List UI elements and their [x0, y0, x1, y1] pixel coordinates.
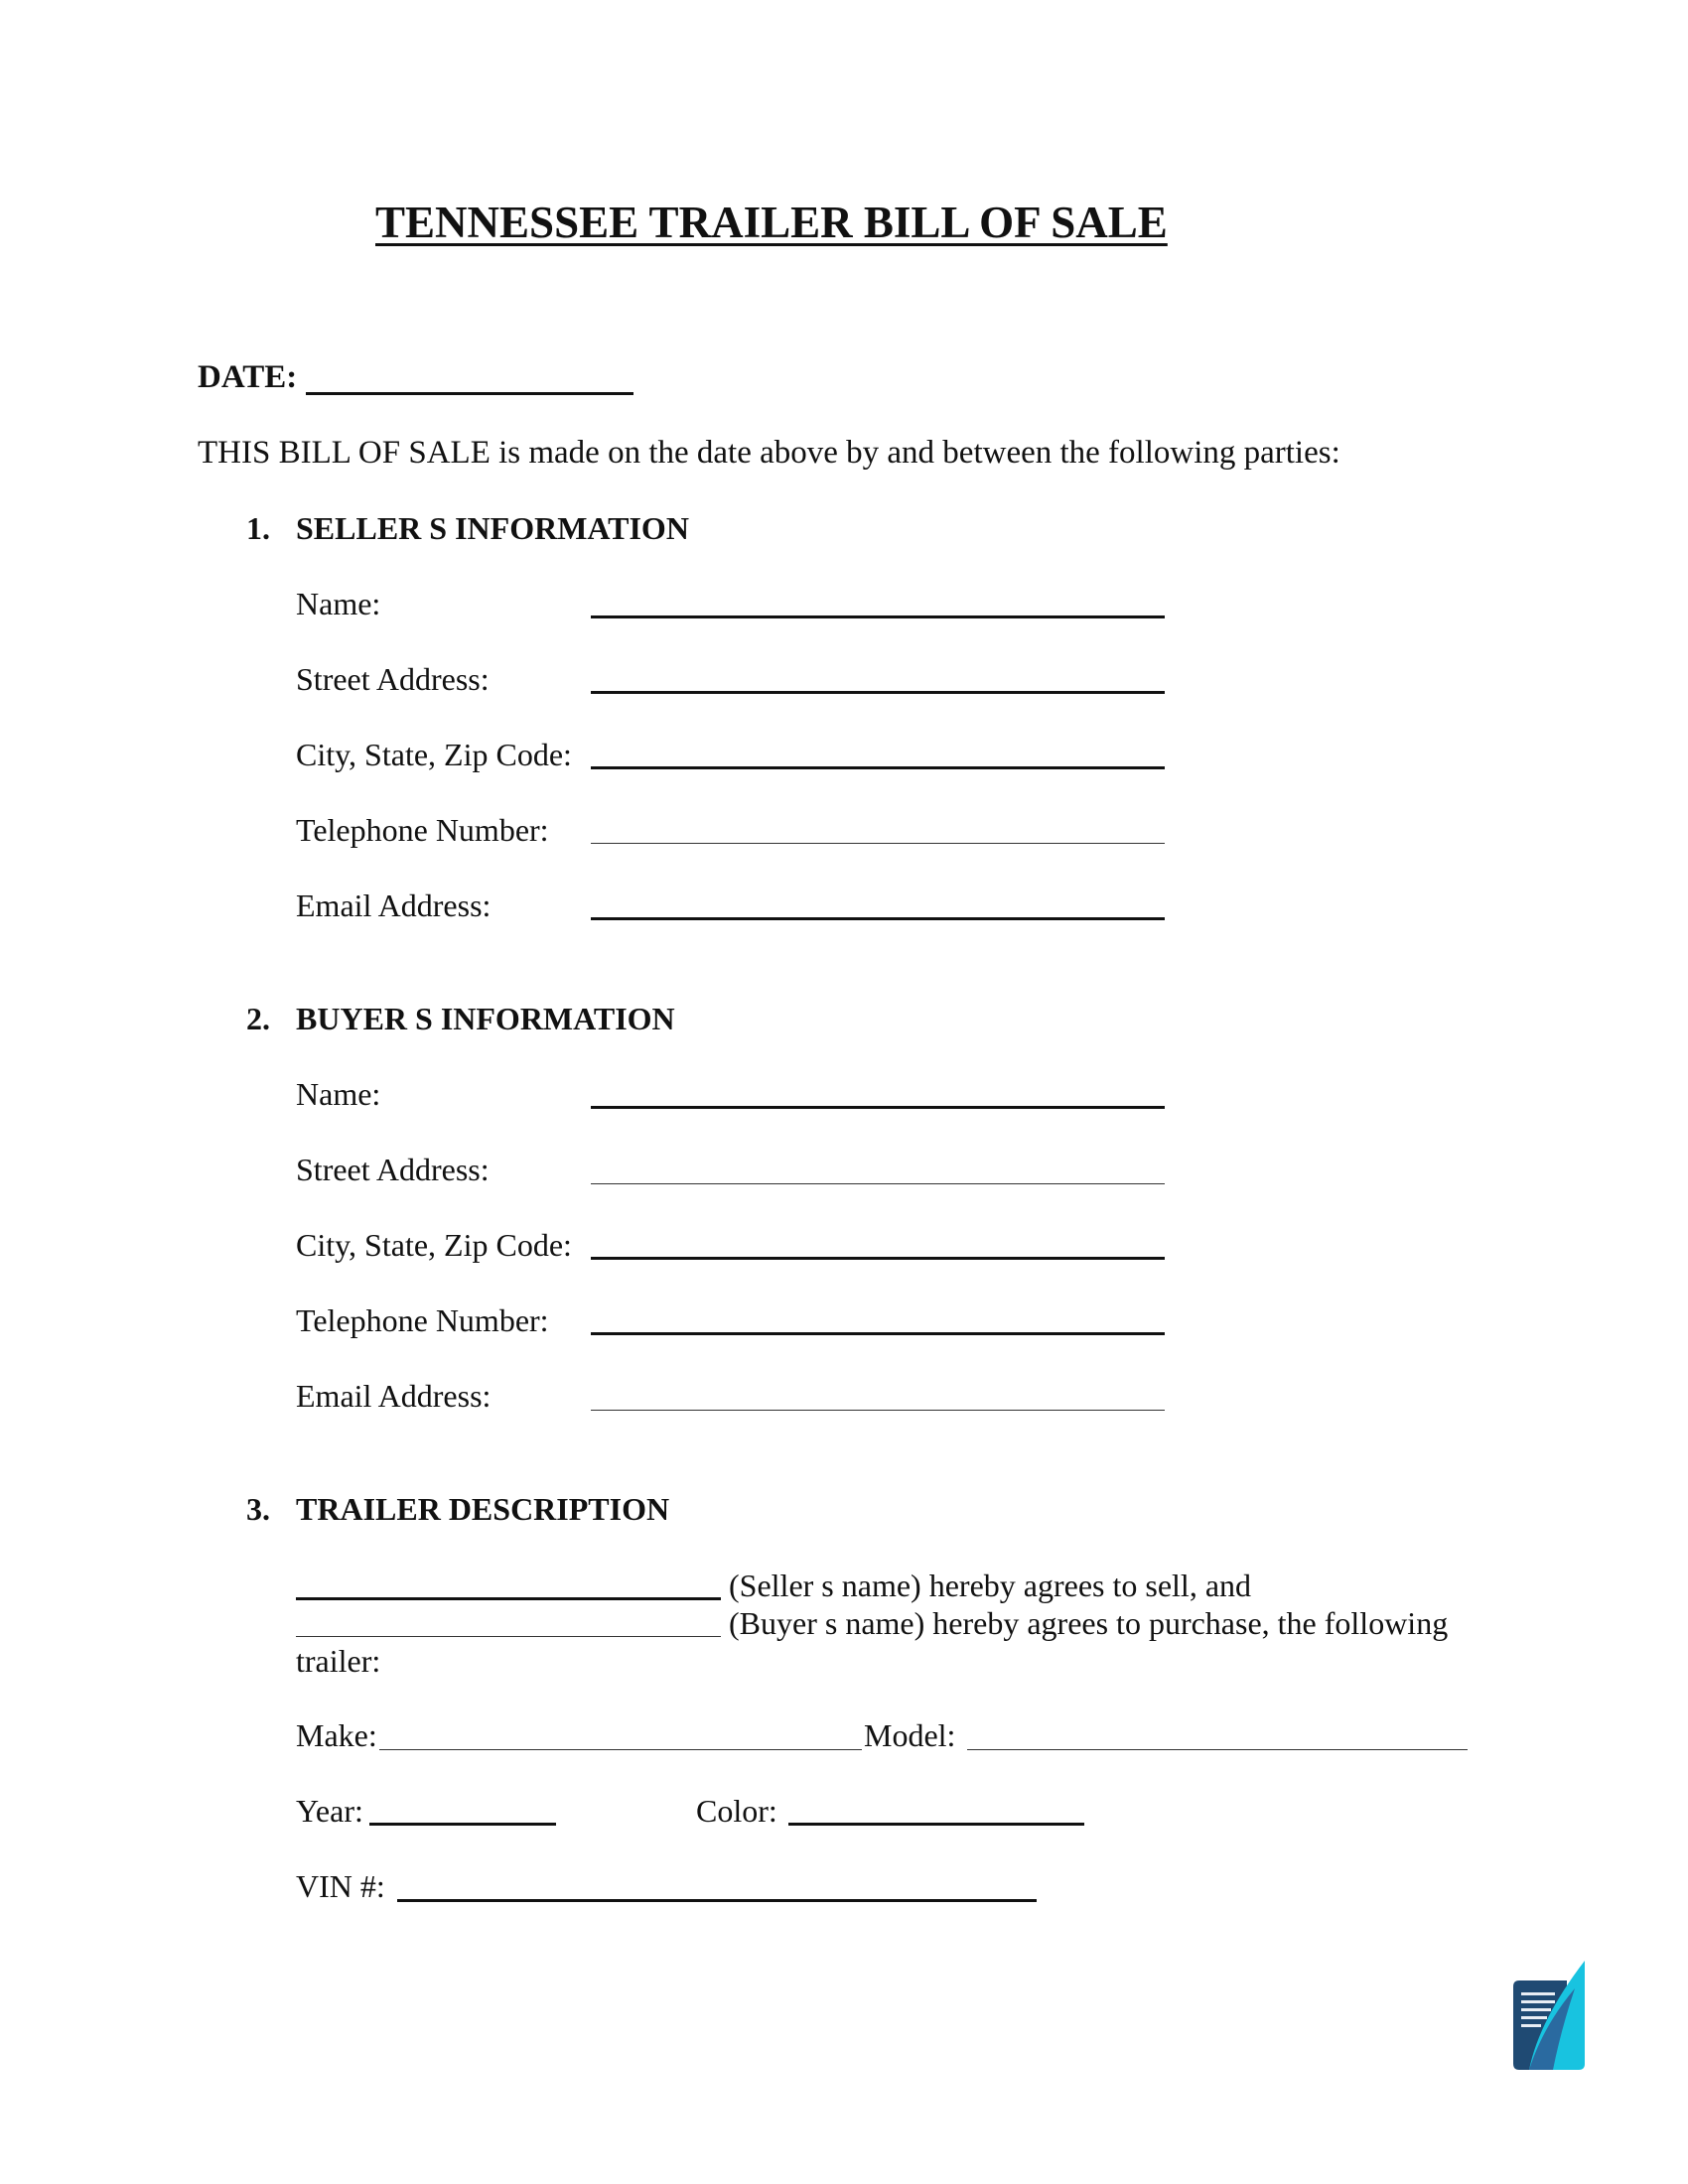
buyer-section-title: BUYER S INFORMATION: [296, 1001, 675, 1036]
document-logo-icon: [1509, 1961, 1589, 2080]
buyer-phone-label: Telephone Number:: [296, 1302, 549, 1338]
model-field[interactable]: [967, 1749, 1468, 1750]
year-field[interactable]: [369, 1823, 556, 1826]
seller-phone-label: Telephone Number:: [296, 812, 549, 848]
buyer-city-label: City, State, Zip Code:: [296, 1227, 572, 1263]
seller-section-number: 1.: [246, 510, 270, 546]
trailer-section-heading: [246, 1491, 669, 1528]
seller-name-label: Name:: [296, 586, 381, 621]
seller-city-label: City, State, Zip Code:: [296, 737, 572, 772]
buyer-section-number: 2.: [246, 1001, 270, 1036]
seller-clause-text: (Seller s name) hereby agrees to sell, and: [729, 1568, 1252, 1603]
trailer-word: trailer:: [296, 1643, 381, 1679]
model-label: Model:: [864, 1717, 956, 1753]
trailer-section-number: 3.: [246, 1491, 270, 1527]
buyer-email-label: Email Address:: [296, 1378, 492, 1414]
seller-name-blank[interactable]: [296, 1597, 721, 1600]
buyer-clause-text: (Buyer s name) hereby agrees to purchase, the following: [729, 1605, 1449, 1641]
buyer-street-label: Street Address:: [296, 1152, 490, 1187]
vin-field[interactable]: [397, 1899, 1037, 1902]
seller-city-field[interactable]: [591, 766, 1165, 769]
buyer-email-field[interactable]: [591, 1410, 1165, 1411]
seller-section-title: SELLER S INFORMATION: [296, 510, 689, 546]
buyer-street-field[interactable]: [591, 1183, 1165, 1184]
seller-phone-field[interactable]: [591, 843, 1165, 844]
buyer-section-heading: [246, 1001, 675, 1037]
buyer-phone-field[interactable]: [591, 1332, 1165, 1335]
vin-label: VIN #:: [296, 1868, 385, 1904]
page-title: TENNESSEE TRAILER BILL OF SALE: [375, 198, 1168, 247]
buyer-city-field[interactable]: [591, 1257, 1165, 1260]
make-field[interactable]: [379, 1749, 862, 1750]
intro-text: THIS BILL OF SALE is made on the date above by and between the following parties:: [198, 435, 1340, 471]
buyer-name-field[interactable]: [591, 1106, 1165, 1109]
seller-email-label: Email Address:: [296, 887, 492, 923]
trailer-section-title: TRAILER DESCRIPTION: [296, 1491, 670, 1527]
date-field[interactable]: [306, 392, 633, 395]
seller-section-heading: [246, 510, 689, 547]
year-label: Year:: [296, 1793, 363, 1829]
color-label: Color:: [696, 1793, 777, 1829]
buyer-name-blank[interactable]: [296, 1636, 721, 1637]
seller-email-field[interactable]: [591, 917, 1165, 920]
document-logo-svg: [1509, 1961, 1589, 2080]
date-label: DATE:: [198, 359, 298, 395]
color-field[interactable]: [788, 1823, 1084, 1826]
buyer-name-label: Name:: [296, 1076, 381, 1112]
seller-street-label: Street Address:: [296, 661, 490, 697]
seller-street-field[interactable]: [591, 691, 1165, 694]
seller-name-field[interactable]: [591, 615, 1165, 618]
make-label: Make:: [296, 1717, 377, 1753]
